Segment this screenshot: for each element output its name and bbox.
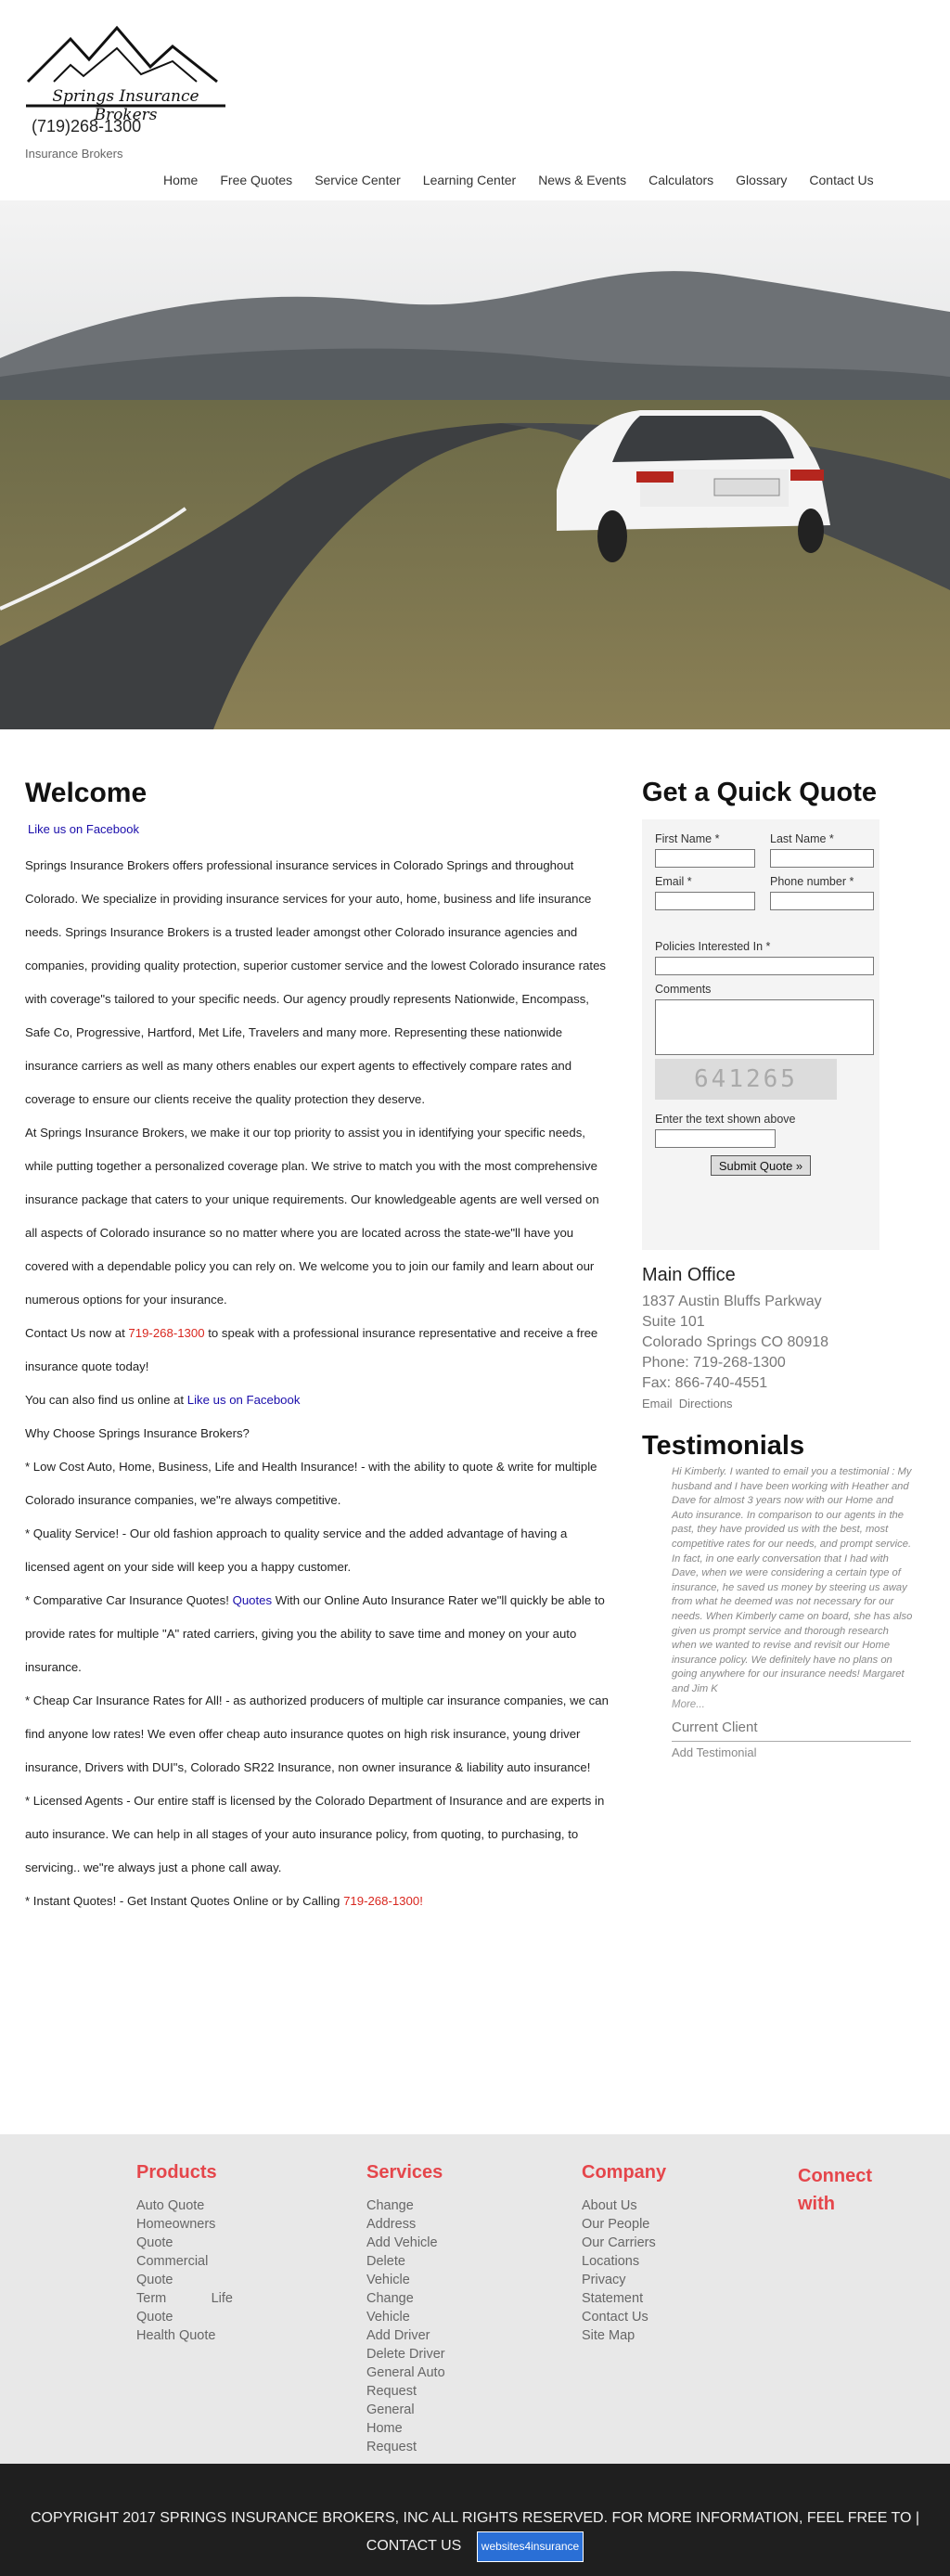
nav-glossary[interactable]: Glossary: [736, 173, 788, 187]
testimonial-text: Hi Kimberly. I wanted to email you a testimonial : My husband and I have been working with Heather and Dave for almost 3 years now with our Home and Auto insurance. In comparison to our agents in the past, they have provided us with the best, most competitive rates for our needs, and prompt service. In fact, in one early conversation that I had with Dave, when we were considering a certain type of insurance, he saved us money by steering us away from what he deemed was not necessary for our needs. When Kimberly came on board, she has also given us prompt service and thorough research when we wanted to revise and revisit our Home insurance policy. We definitely have no plans on going anywhere for our insurance needs! Margaret and Jim K: [672, 1466, 913, 1694]
quick-quote-form: [642, 819, 879, 1250]
licensed-agents-item: * Licensed Agents - Our entire staff is licensed by the Colorado Department of Insurance and are experts in auto insurance. We can help in all stages of your auto insurance policy, from quoting, to purchasing, to servicing.. we"re always just a phone call away.: [25, 1794, 605, 1874]
nav-free-quotes[interactable]: Free Quotes: [220, 173, 293, 187]
captcha-label: Enter the text shown above: [655, 1113, 796, 1126]
footer-link[interactable]: Vehicle: [366, 2273, 410, 2287]
footer-link[interactable]: Quote: [136, 2235, 173, 2250]
page-title: Welcome: [25, 778, 148, 808]
copyright-text: COPYRIGHT 2017 SPRINGS INSURANCE BROKERS, INC ALL RIGHTS RESERVED. FOR MORE INFORMATION, FEEL FREE TO | CONTACT US: [30, 2510, 920, 2554]
header-phone[interactable]: (719)268-1300: [32, 117, 142, 135]
logo-text: Springs Insurance Brokers: [52, 87, 199, 124]
office-fax: Fax: 866-740-4551: [642, 1375, 768, 1391]
instant-quotes-item: * Instant Quotes! - Get Instant Quotes Online or by Calling 719-268-1300!: [25, 1894, 423, 1908]
footer-link[interactable]: Quote: [136, 2273, 173, 2287]
footer-link[interactable]: Privacy: [582, 2273, 626, 2287]
footer-link[interactable]: Our People: [582, 2217, 650, 2232]
footer-link[interactable]: Change: [366, 2291, 414, 2306]
nav-contact-us[interactable]: Contact Us: [809, 173, 874, 187]
footer-connect: [798, 2162, 900, 2225]
last-name-label: Last Name *: [770, 832, 834, 845]
quality-service-item: * Quality Service! - Our old fashion approach to quality service and the added advantage of having a licensed agent on your side will keep you a happy customer.: [25, 1526, 568, 1574]
nav-home[interactable]: Home: [163, 173, 199, 187]
nav-service-center[interactable]: Service Center: [315, 173, 401, 187]
first-name-input[interactable]: [655, 849, 755, 868]
footer-link[interactable]: Site Map: [582, 2328, 635, 2343]
phone-label: Phone number *: [770, 875, 854, 888]
testimonials-title: Testimonials: [642, 1431, 805, 1461]
testimonial-divider: [672, 1741, 911, 1742]
footer-link[interactable]: Statement: [582, 2291, 644, 2306]
footer-link[interactable]: Request: [366, 2440, 417, 2454]
directions-link[interactable]: Directions: [678, 1397, 733, 1410]
cheap-rates-item: * Cheap Car Insurance Rates for All! - as authorized producers of multiple car insurance companies, we can find anyone low rates! We even offer cheap auto insurance quotes on high risk insurance, young driver insurance, Drivers with DUI"s, Colorado SR22 Insurance, non owner insurance & liability auto insurance!: [25, 1694, 609, 1774]
policies-input[interactable]: [655, 957, 874, 975]
phone-input[interactable]: [770, 892, 874, 910]
footer-link[interactable]: Change: [366, 2198, 414, 2213]
email-label: Email *: [655, 875, 692, 888]
footer-link[interactable]: Homeowners: [136, 2217, 216, 2232]
email-input[interactable]: [655, 892, 755, 910]
footer-services: [366, 2162, 469, 2456]
websites4insurance-badge[interactable]: websites4insurance: [477, 2531, 584, 2562]
footer-products: [136, 2162, 257, 2345]
instant-phone-link[interactable]: 719-268-1300!: [343, 1894, 423, 1908]
main-content: [25, 778, 614, 1918]
footer-link[interactable]: Locations: [582, 2254, 640, 2269]
footer-link[interactable]: Home: [366, 2421, 403, 2436]
contact-paragraph: Contact Us now at 719-268-1300 to speak with a professional insurance representative and receive a free insurance quote today!: [25, 1326, 598, 1373]
nav-news-events[interactable]: News & Events: [538, 173, 627, 187]
captcha-input[interactable]: [655, 1129, 776, 1148]
comments-label: Comments: [655, 983, 712, 996]
footer-link[interactable]: Health Quote: [136, 2328, 216, 2343]
footer-link[interactable]: General Auto: [366, 2365, 445, 2380]
last-name-input[interactable]: [770, 849, 874, 868]
footer-company: [582, 2162, 684, 2345]
footer-services-title: Services: [366, 2162, 443, 2183]
footer-link[interactable]: Vehicle: [366, 2310, 410, 2325]
office-title: Main Office: [642, 1265, 736, 1285]
low-cost-item: * Low Cost Auto, Home, Business, Life and Health Insurance! - with the ability to quote & write for multiple Colorado insurance companies, we"re always competitive.: [25, 1460, 597, 1507]
footer-link[interactable]: Delete: [366, 2254, 405, 2269]
footer-link[interactable]: Quote: [136, 2310, 173, 2325]
footer-link[interactable]: General: [366, 2402, 415, 2417]
footer-link[interactable]: Contact Us: [582, 2310, 648, 2325]
testimonial-more-link[interactable]: More...: [672, 1698, 705, 1710]
site-footer: [0, 2134, 950, 2464]
footer-link[interactable]: About Us: [582, 2198, 637, 2213]
intro-paragraph: Springs Insurance Brokers offers professional insurance services in Colorado Springs and throughout Colorado. We specialize in providing insurance services for your auto, home, business and life insurance needs. Springs Insurance Brokers is a trusted leader amongst other Colorado insurance agencies and companies, providing quality protection, superior customer service and the lowest Colorado insurance rates with coverage"s tailored to your specific needs. Our agency proudly represents Nationwide, Encompass, Safe Co, Progressive, Hartford, Met Life, Travelers and many more. Representing these nationwide insurance carriers as well as many others enables our expert agents to effectively compare rates and coverage to ensure our clients receive the quality protection they deserve.: [25, 858, 606, 1106]
copyright-bar: [0, 2464, 950, 2576]
hero-image: [0, 200, 950, 729]
logo[interactable]: [26, 20, 225, 124]
sidebar: [642, 778, 913, 1759]
footer-link[interactable]: Add Vehicle: [366, 2235, 438, 2250]
site-header: [0, 0, 950, 200]
nav-learning-center[interactable]: Learning Center: [422, 173, 517, 187]
facebook-link-inline[interactable]: Like us on Facebook: [186, 1393, 301, 1407]
first-name-label: First Name *: [655, 832, 720, 845]
office-city: Colorado Springs CO 80918: [642, 1334, 829, 1350]
email-link[interactable]: Email: [642, 1397, 673, 1410]
footer-products-title: Products: [136, 2162, 217, 2183]
comments-textarea[interactable]: [655, 999, 874, 1055]
footer-link[interactable]: Address: [366, 2217, 417, 2232]
footer-link[interactable]: Auto Quote: [136, 2198, 205, 2213]
footer-link[interactable]: Term Life: [136, 2291, 233, 2306]
footer-link[interactable]: Add Driver: [366, 2328, 430, 2343]
office-address2: Suite 101: [642, 1314, 705, 1330]
footer-link[interactable]: Commercial: [136, 2254, 209, 2269]
captcha-image: 641265: [655, 1059, 837, 1100]
office-address1: 1837 Austin Bluffs Parkway: [642, 1294, 822, 1309]
nav-calculators[interactable]: Calculators: [648, 173, 714, 187]
priority-paragraph: At Springs Insurance Brokers, we make it our top priority to assist you in identifying your specific needs, while putting together a personalized coverage plan. We strive to match you with the most comprehensive insurance package that caters to your unique requirements. Our knowledgeable agents are well versed on all aspects of Colorado insurance so no matter where you are located across the state-we"ll have you covered with a dependable policy you can rely on. We welcome you to join our family and learn about our numerous options for your insurance.: [25, 1126, 599, 1307]
header-tagline: Insurance Brokers: [25, 147, 123, 161]
footer-company-title: Company: [582, 2162, 667, 2183]
comparative-quotes-item: * Comparative Car Insurance Quotes! Quotes With our Online Auto Insurance Rater we"ll quickly be able to provide rates for multiple "A" rated carriers, giving you the ability to save time and money on your auto insurance.: [25, 1593, 605, 1674]
office-phone: Phone: 719-268-1300: [642, 1355, 786, 1371]
contact-phone-link[interactable]: 719-268-1300: [128, 1326, 205, 1340]
main-nav: [152, 173, 885, 187]
footer-link[interactable]: Our Carriers: [582, 2235, 656, 2250]
quick-quote-title: Get a Quick Quote: [642, 778, 877, 807]
main-office: [642, 1265, 892, 1414]
quotes-link[interactable]: Quotes: [232, 1593, 273, 1607]
submit-quote-button[interactable]: Submit Quote »: [711, 1155, 811, 1176]
online-paragraph: You can also find us online at Like us on Facebook: [25, 1393, 301, 1407]
facebook-link[interactable]: Like us on Facebook: [28, 822, 139, 836]
why-choose-heading: Why Choose Springs Insurance Brokers?: [25, 1426, 250, 1440]
testimonial-author: Current Client: [672, 1719, 758, 1735]
policies-label: Policies Interested In *: [655, 940, 771, 953]
footer-connect-title: Connect with: [798, 2166, 872, 2214]
add-testimonial-link[interactable]: Add Testimonial: [672, 1745, 757, 1759]
footer-link[interactable]: Delete Driver: [366, 2347, 445, 2362]
footer-link[interactable]: Request: [366, 2384, 417, 2399]
